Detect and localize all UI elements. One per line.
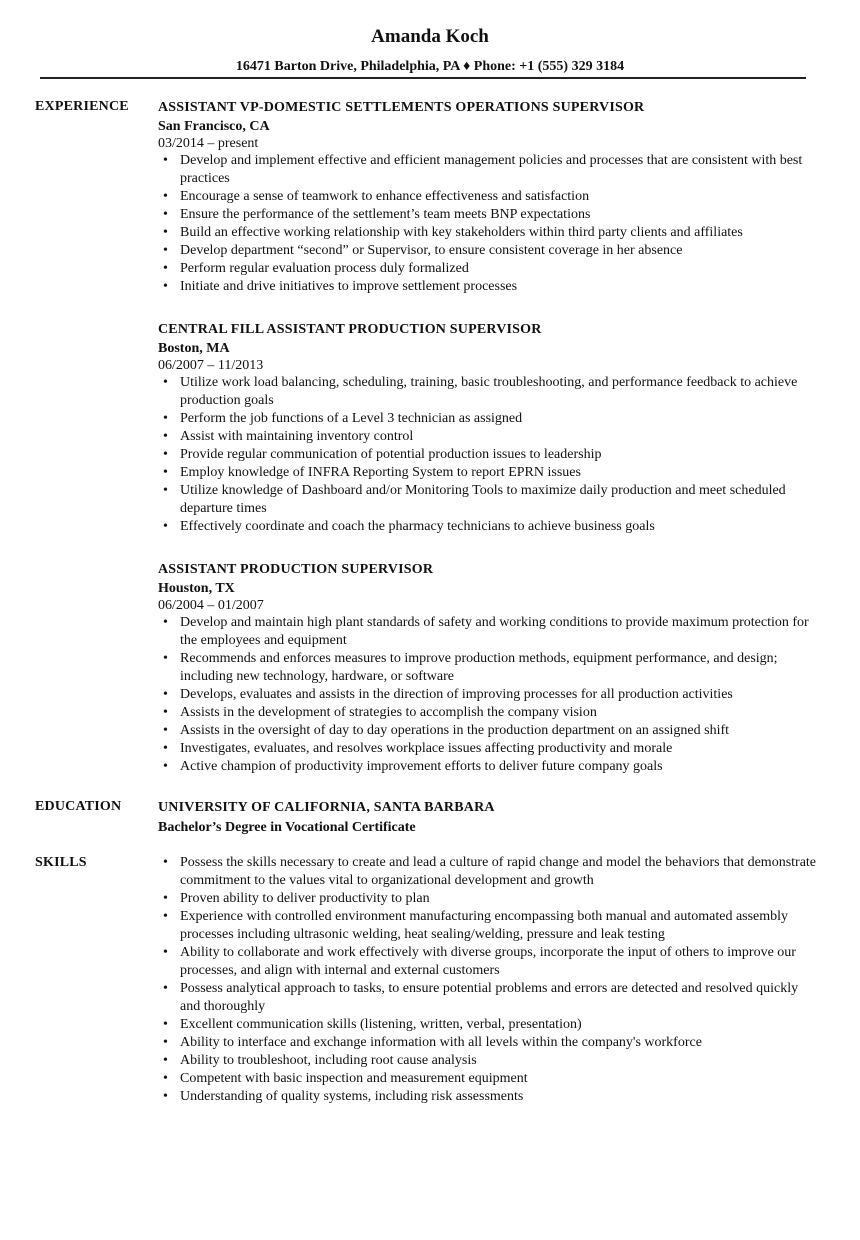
skill-item: • Ability to interface and exchange information with all levels within the company's workforce <box>180 1034 818 1052</box>
education-degree: Bachelor’s Degree in Vocational Certificate <box>158 820 416 835</box>
job-title: ASSISTANT VP-DOMESTIC SETTLEMENTS OPERATIONS SUPERVISOR <box>158 100 645 115</box>
job-dates: 03/2014 – present <box>158 136 259 151</box>
bullet-item: • Employ knowledge of INFRA Reporting System to report EPRN issues <box>180 464 818 482</box>
skill-item: • Possess analytical approach to tasks, to ensure potential problems and errors are detected and resolved quickly and thoroughly <box>180 980 818 1016</box>
experience-heading: EXPERIENCE <box>35 99 129 114</box>
job-location: San Francisco, CA <box>158 119 270 134</box>
job-location: Boston, MA <box>158 341 230 356</box>
bullet-item: • Provide regular communication of potential production issues to leadership <box>180 446 818 464</box>
bullet-item: • Develops, evaluates and assists in the direction of improving processes for all production activities <box>180 686 818 704</box>
bullet-item: • Develop department “second” or Supervisor, to ensure consistent coverage in her absence <box>180 242 818 260</box>
job-bullets <box>158 152 818 296</box>
education-heading: EDUCATION <box>35 799 122 814</box>
bullet-item: • Encourage a sense of teamwork to enhance effectiveness and satisfaction <box>180 188 818 206</box>
skill-item: • Proven ability to deliver productivity to plan <box>180 890 818 908</box>
job-entry <box>158 98 818 296</box>
job-dates: 06/2004 – 01/2007 <box>158 598 264 613</box>
skill-item: • Competent with basic inspection and measurement equipment <box>180 1070 818 1088</box>
bullet-item: • Assists in the development of strategies to accomplish the company vision <box>180 704 818 722</box>
experience-list <box>158 98 818 800</box>
skill-item: • Experience with controlled environment manufacturing encompassing both manual and automated assembly processes including ultrasonic welding, heat sealing/welding, pressure and leak testing <box>180 908 818 944</box>
bullet-item: • Ensure the performance of the settlement’s team meets BNP expectations <box>180 206 818 224</box>
bullet-item: • Develop and maintain high plant standards of safety and working conditions to provide maximum protection for the employees and equipment <box>180 614 818 650</box>
bullet-item: • Utilize work load balancing, scheduling, training, basic troubleshooting, and performance feedback to achieve production goals <box>180 374 818 410</box>
job-location: Houston, TX <box>158 581 235 596</box>
skill-item: • Ability to troubleshoot, including root cause analysis <box>180 1052 818 1070</box>
skills-list <box>158 854 818 1106</box>
job-title: CENTRAL FILL ASSISTANT PRODUCTION SUPERVISOR <box>158 322 542 337</box>
skill-item: • Possess the skills necessary to create and lead a culture of rapid change and model the behaviors that demonstrate commitment to the values vital to organizational development and growth <box>180 854 818 890</box>
header-divider <box>40 77 806 79</box>
bullet-item: • Initiate and drive initiatives to improve settlement processes <box>180 278 818 296</box>
bullet-item: • Investigates, evaluates, and resolves workplace issues affecting productivity and morale <box>180 740 818 758</box>
bullet-item: • Active champion of productivity improvement efforts to deliver future company goals <box>180 758 818 776</box>
skill-item: • Excellent communication skills (listening, written, verbal, presentation) <box>180 1016 818 1034</box>
skill-item: • Ability to collaborate and work effectively with diverse groups, incorporate the input of others to improve our processes, and align with internal and external customers <box>180 944 818 980</box>
resume-name: Amanda Koch <box>371 26 489 47</box>
job-entry <box>158 560 818 776</box>
bullet-item: • Build an effective working relationship with key stakeholders within third party clients and affiliates <box>180 224 818 242</box>
bullet-item: • Develop and implement effective and efficient management policies and processes that are consistent with best practices <box>180 152 818 188</box>
job-title: ASSISTANT PRODUCTION SUPERVISOR <box>158 562 434 577</box>
job-entry <box>158 320 818 536</box>
education-school: UNIVERSITY OF CALIFORNIA, SANTA BARBARA <box>158 800 495 815</box>
job-bullets <box>158 614 818 776</box>
job-bullets <box>158 374 818 536</box>
bullet-item: • Utilize knowledge of Dashboard and/or Monitoring Tools to maximize daily production and meet scheduled departure times <box>180 482 818 518</box>
skill-item: • Understanding of quality systems, including risk assessments <box>180 1088 818 1106</box>
bullet-item: • Assist with maintaining inventory control <box>180 428 818 446</box>
bullet-item: • Perform regular evaluation process duly formalized <box>180 260 818 278</box>
skills-heading: SKILLS <box>35 855 87 870</box>
bullet-item: • Effectively coordinate and coach the pharmacy technicians to achieve business goals <box>180 518 818 536</box>
bullet-item: • Assists in the oversight of day to day operations in the production department on an assigned shift <box>180 722 818 740</box>
bullet-item: • Perform the job functions of a Level 3 technician as assigned <box>180 410 818 428</box>
contact-line: 16471 Barton Drive, Philadelphia, PA ♦ Phone: +1 (555) 329 3184 <box>235 59 625 74</box>
bullet-item: • Recommends and enforces measures to improve production methods, equipment performance, and design; including new technology, hardware, or software <box>180 650 818 686</box>
job-dates: 06/2007 – 11/2013 <box>158 358 264 373</box>
